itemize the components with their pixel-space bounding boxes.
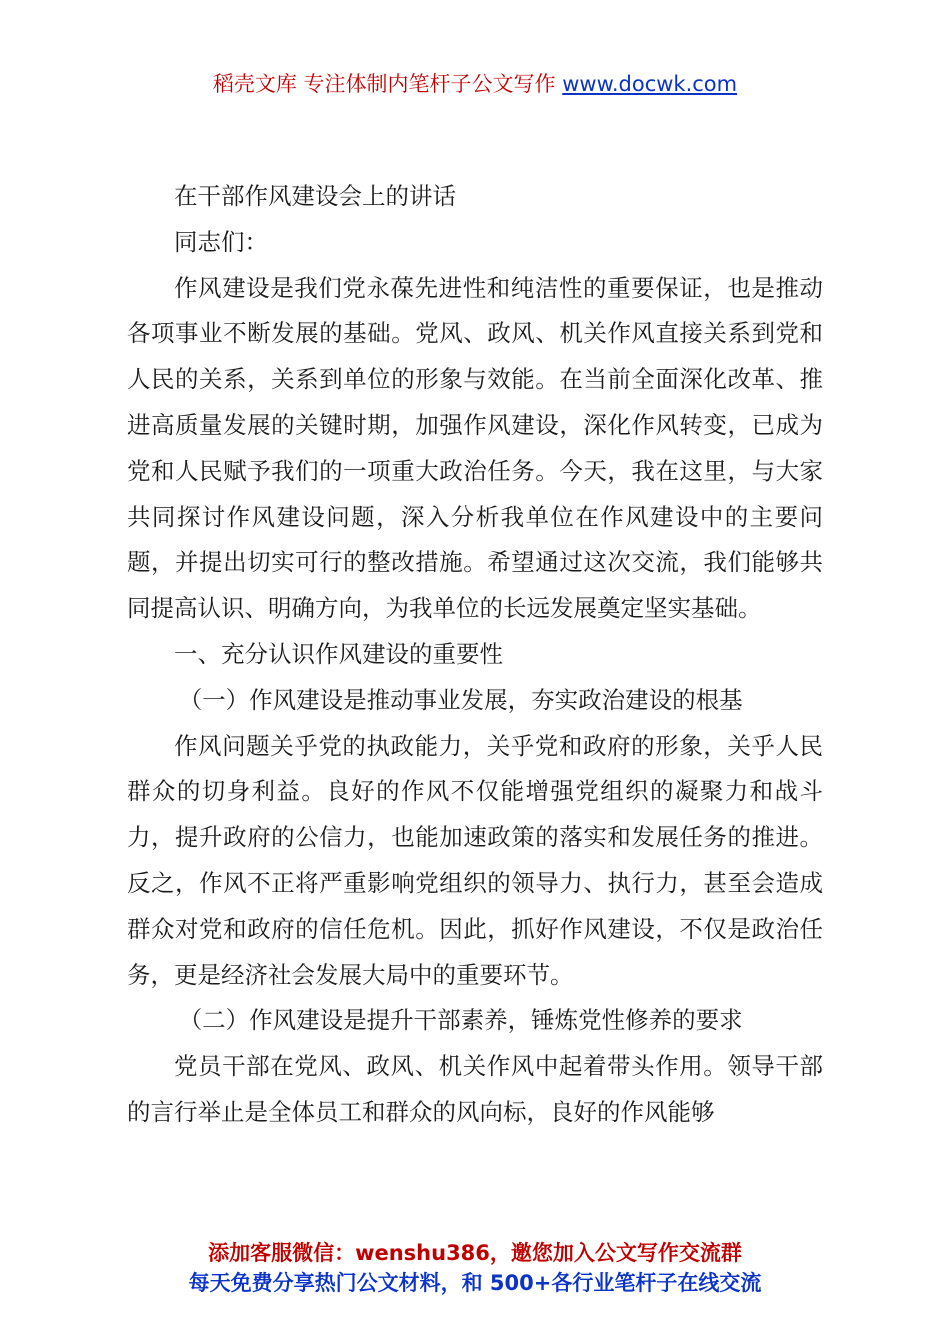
document-body — [127, 174, 823, 1136]
section-heading-1: 一、充分认识作风建设的重要性 — [174, 639, 503, 668]
intro-paragraph: 作风建设是我们党永葆先进性和纯洁性的重要保证，也是推动各项事业不断发展的基础。党风、政风、机关作风直接关系到党和人民的关系，关系到单位的形象与效能。在当前全面深化改革、推进高质量发展的关键时期，加强作风建设，深化作风转变，已成为党和人民赋予我们的一项重大政治任务。今天，我在这里，与大家共同探讨作风建设问题，深入分析我单位在作风建设中的主要问题，并提出切实可行的整改措施。希望通过这次交流，我们能够共同提高认识、明确方向，为我单位的长远发展奠定坚实基础。 — [127, 273, 823, 623]
header-site-link[interactable]: www.docwk.com — [562, 72, 738, 96]
page-footer — [0, 1238, 950, 1298]
page-header — [0, 66, 950, 102]
subsection-body-2: 党员干部在党风、政风、机关作风中起着带头作用。领导干部的言行举止是全体员工和群众的风向标，良好的作风能够 — [127, 1052, 823, 1126]
subsection-heading-1: （一）作风建设是推动事业发展，夯实政治建设的根基 — [178, 685, 743, 714]
subsection-heading-2: （二）作风建设是提升干部素养，锤炼党性修养的要求 — [178, 1006, 743, 1035]
header-brand: 稻壳文库 专注体制内笔杆子公文写作 — [212, 72, 556, 96]
salutation: 同志们： — [174, 227, 268, 256]
subsection-body-1: 作风问题关乎党的执政能力，关乎党和政府的形象，关乎人民群众的切身利益。良好的作风不仅能增强党组织的凝聚力和战斗力，提升政府的公信力，也能加速政策的落实和发展任务的推进。反之，作风不正将严重影响党组织的领导力、执行力，甚至会造成群众对党和政府的信任危机。因此，抓好作风建设，不仅是政治任务，更是经济社会发展大局中的重要环节。 — [127, 731, 823, 989]
footer-share-line: 每天免费分享热门公文材料，和 500+各行业笔杆子在线交流 — [188, 1271, 762, 1295]
document-title: 在干部作风建设会上的讲话 — [174, 182, 456, 210]
footer-wechat-line: 添加客服微信：wenshu386，邀您加入公文写作交流群 — [208, 1241, 742, 1265]
